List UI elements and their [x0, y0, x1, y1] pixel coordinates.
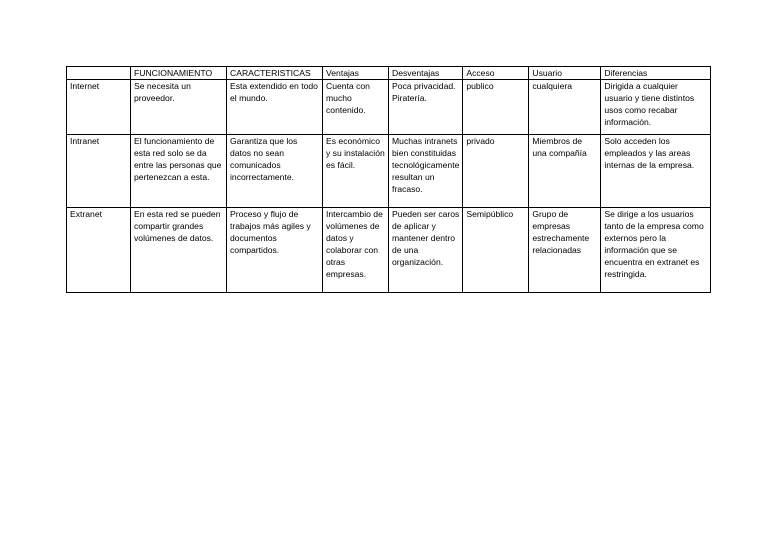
table-cell: Esta extendido en todo el mundo.	[227, 80, 323, 135]
header-funcionamiento: FUNCIONAMIENTO	[131, 67, 227, 80]
table-cell: Miembros de una compañía	[529, 135, 601, 208]
table-row	[67, 135, 711, 208]
table-cell: El funcionamiento de esta red solo se da entre las personas que pertenezcan a esta.	[131, 135, 227, 208]
table-cell: cualquiera	[529, 80, 601, 135]
row-label-extranet: Extranet	[67, 208, 131, 293]
table-cell: Solo acceden los empleados y las areas internas de la empresa.	[601, 135, 711, 208]
table-cell: Se necesita un proveedor.	[131, 80, 227, 135]
header-caracteristicas: CARACTERISTICAS	[227, 67, 323, 80]
table-cell: Garantiza que los datos no sean comunicados incorrectamente.	[227, 135, 323, 208]
row-label-intranet: Intranet	[67, 135, 131, 208]
header-acceso: Acceso	[463, 67, 529, 80]
table-cell: Poca privacidad. Piratería.	[389, 80, 463, 135]
row-label-internet: Internet	[67, 80, 131, 135]
header-desventajas: Desventajas	[389, 67, 463, 80]
table-cell: Muchas intranets bien constituidas tecnológicamente resultan un fracaso.	[389, 135, 463, 208]
table-cell: Dirigida a cualquier usuario y tiene distintos usos como recabar información.	[601, 80, 711, 135]
header-corner	[67, 67, 131, 80]
table-cell: publico	[463, 80, 529, 135]
table-row	[67, 208, 711, 293]
table-row	[67, 80, 711, 135]
header-usuario: Usuario	[529, 67, 601, 80]
header-diferencias: Diferencias	[601, 67, 711, 80]
table-cell: Cuenta con mucho contenido.	[323, 80, 389, 135]
table-cell: Proceso y flujo de trabajos más agiles y documentos compartidos.	[227, 208, 323, 293]
header-row	[67, 67, 711, 80]
table-cell: En esta red se pueden compartir grandes volúmenes de datos.	[131, 208, 227, 293]
table-cell: Es económico y su instalación es fácil.	[323, 135, 389, 208]
table-cell: Intercambio de volúmenes de datos y colaborar con otras empresas.	[323, 208, 389, 293]
header-ventajas: Ventajas	[323, 67, 389, 80]
table-cell: Grupo de empresas estrechamente relacionadas	[529, 208, 601, 293]
table-cell: privado	[463, 135, 529, 208]
comparison-table	[66, 66, 711, 293]
table-cell: Pueden ser caros de aplicar y mantener dentro de una organización.	[389, 208, 463, 293]
table-cell: Semipúblico	[463, 208, 529, 293]
table-cell: Se dirige a los usuarios tanto de la empresa como externos pero la información que se encuentra en extranet es restringida.	[601, 208, 711, 293]
